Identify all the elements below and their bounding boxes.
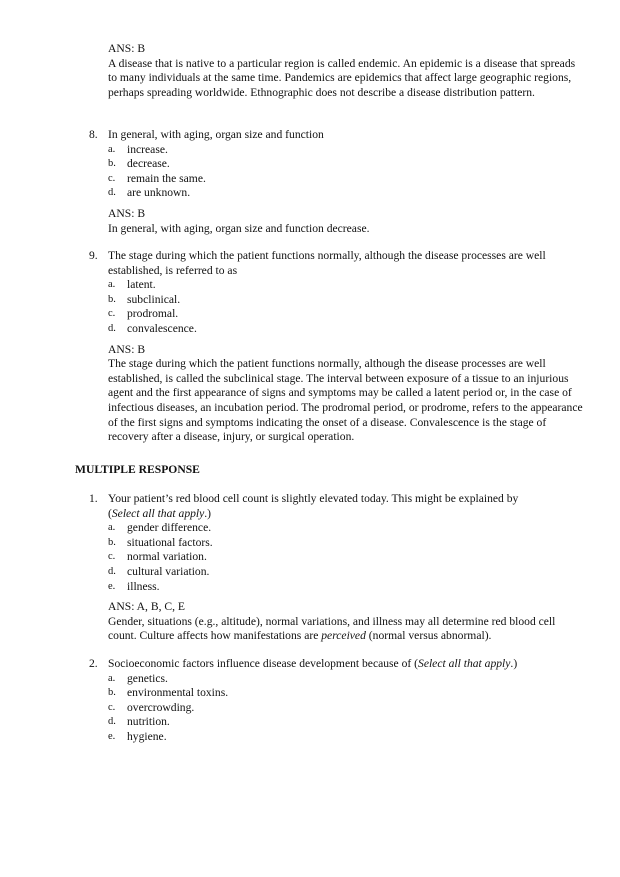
option-letter: b. [108,536,116,548]
option-text: genetics. [127,671,168,685]
option-text: normal variation. [127,550,207,564]
answer-label: ANS: B [108,342,146,356]
option-item [108,157,586,172]
option-item [108,686,586,701]
option-letter: d. [108,565,116,577]
option-text: latent. [127,278,156,292]
option-letter: a. [108,522,116,534]
option-item [108,580,586,595]
option-letter: c. [108,701,116,713]
question-stem: Your patient’s red blood cell count is slightly elevated today. This might be explained by [108,492,519,505]
option-letter: a. [108,672,116,684]
stem-italic: Select all that apply [418,657,511,670]
option-letter: a. [108,279,116,291]
stem-paren-close: .) [204,506,212,520]
option-letter: e. [108,580,116,592]
option-item [108,172,586,187]
option-item [108,565,586,580]
question-stem-row [89,128,586,143]
answer-block [108,207,586,236]
options-list [89,521,586,644]
stem-paren-close: .) [510,657,518,670]
option-text: cultural variation. [127,564,210,578]
option-letter: c. [108,551,116,563]
option-text: decrease. [127,157,170,171]
option-letter: c. [108,172,116,184]
option-text: prodromal. [127,307,179,321]
question-stem-row [89,492,586,521]
option-letter: a. [108,143,116,155]
answer-label: ANS: B [108,42,146,55]
option-text: are unknown. [127,186,191,200]
option-item [108,730,586,745]
option-letter: d. [108,716,116,728]
question-number: 1. [89,492,98,505]
option-item [108,278,586,293]
option-letter: b. [108,687,116,699]
answer-explanation: A disease that is native to a particular region is called endemic. An epidemic is a disease that spreads to many individuals at the same time. Pandemics are epidemics that affect large geographic regions, perhaps spreading worldwide. Ethnographic does not describe a disease distribution pattern. [108,56,576,99]
question-number: 8. [89,128,98,141]
options-list [89,672,586,745]
question-9 [89,249,586,445]
mr-question-2 [89,657,586,745]
option-letter: b. [108,293,116,305]
option-letter: b. [108,158,116,170]
option-letter: d. [108,187,116,199]
options-list [89,143,586,237]
option-item [108,521,586,536]
option-item [108,307,586,322]
answer-label: ANS: B [108,206,146,220]
option-text: increase. [127,142,168,156]
answer-explanation: The stage during which the patient functions normally, although the disease processes are well established, is called the subclinical stage. The interval between exposure of a tissue to an injurious agent and the first appearance of signs and symptoms may be called a latent period or, in the case of infectious diseases, an incubation period. The prodromal period, or prodrome, refers to the appearance of the first signs and symptoms indicating the onset of a disease. Convalescence is the stage of recovery after a disease, injury, or surgical operation. [108,357,583,444]
option-text: illness. [127,579,160,593]
answer-explanation [108,615,586,644]
option-letter: c. [108,308,116,320]
question-stem: The stage during which the patient functions normally, although the disease processes are well established, is referred to as [108,249,546,277]
explanation-text-end: (normal versus abnormal). [365,629,492,643]
option-text: situational factors. [127,535,213,549]
question-stem: In general, with aging, organ size and function [108,128,324,141]
option-item [108,322,586,337]
option-item [108,143,586,158]
answer-block [108,343,586,445]
option-letter: d. [108,322,116,334]
option-text: remain the same. [127,171,206,185]
options-list [89,278,586,445]
answer-block-q7 [108,42,586,100]
option-letter: e. [108,730,116,742]
question-stem-row [89,657,586,672]
answer-label: ANS: A, B, C, E [108,600,185,614]
mr-question-1 [89,492,586,644]
option-item [108,536,586,551]
stem-paren-open: ( [108,506,112,520]
stem-italic: Select all that apply [111,506,205,520]
question-stem: Socioeconomic factors influence disease development because of ( [108,657,419,670]
option-text: subclinical. [127,292,181,306]
section-heading: MULTIPLE RESPONSE [75,463,200,476]
explanation-text: Gender, situations (e.g., altitude), normal variations, and illness may all determine red blood cell count. Culture affects how manifestations are [108,614,556,643]
option-text: convalescence. [127,321,197,335]
option-text: hygiene. [127,729,167,743]
option-item [108,715,586,730]
option-text: environmental toxins. [127,686,229,700]
question-stem-row [89,249,586,278]
question-8 [89,128,586,236]
answer-block [108,600,586,644]
answer-explanation: In general, with aging, organ size and function decrease. [108,221,370,235]
option-item [108,550,586,565]
question-number: 2. [89,657,98,670]
option-item [108,186,586,201]
option-text: overcrowding. [127,700,195,714]
option-item [108,672,586,687]
option-item [108,293,586,308]
option-text: nutrition. [127,715,170,729]
question-number: 9. [89,249,98,262]
explanation-italic: perceived [321,629,366,643]
option-text: gender difference. [127,521,212,535]
option-item [108,701,586,716]
